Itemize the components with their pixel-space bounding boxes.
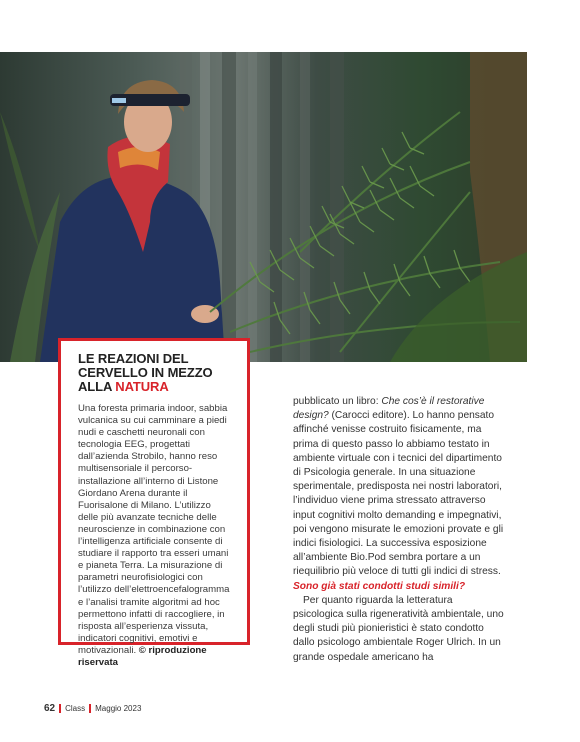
hero-photo <box>0 52 527 362</box>
page-number: 62 <box>44 703 56 714</box>
caption-title-text: LE REAZIONI DEL CERVELLO IN MEZZO ALLA <box>78 351 213 394</box>
paragraph-1-rest: (Carocci editore). Lo hanno pensato affinché venisse costruito fisicamente, ma prima di questo passo lo abbiamo testato in ambiente virtuale con i tecnici del dipartimento di Psicologia generale. In una situazione sperimentale, predisposta nei nostri laboratori, l’individuo viene prima stressato attraverso input cognitivi molto demanding e impegnativi, poi vengono misurate le emozioni provate e gli indici fisiologici. La successiva esposizione all’ambiente Bio.Pod sembra portare a un riequilibrio più veloce di tutti gli indici di stress. <box>293 410 504 578</box>
footer-divider <box>59 704 61 713</box>
photo-illustration <box>0 52 527 362</box>
article-column <box>293 395 505 665</box>
copyright-note: © riproduzione riservata <box>78 644 207 668</box>
sidebar-caption-box <box>58 338 250 668</box>
paragraph-1-intro: pubblicato un libro: <box>293 396 382 407</box>
book-title: Che cos’è il restorative design? <box>293 396 485 422</box>
caption-body <box>78 403 233 669</box>
footer-divider <box>89 704 91 713</box>
interview-question: Sono già stati condotti studi simili? <box>293 580 466 592</box>
caption-body-text: Una foresta primaria indoor, sabbia vulcanica su cui camminare a piedi nudi e caschetti neuronali con tecnologia EEG, progettati dall’azienda Strobilo, hanno reso multisensoriale il percorso-installazione all’interno di Listone Giordano Arena durante il Fuorisalone di Milano. L’utilizzo delle più avanzate tecniche delle neuroscienze in combinazione con l’intelligenza artificiale consente di studiare il rapporto tra esseri umani e pianeta Terra. La misurazione di parametri neurofisiologici con l’utilizzo dell’elettroencefalogramma e l’analisi tramite algoritmi ad hoc permettono infatti di raccogliere, in risposta all’esperienza vissuta, indicatori cognitivi, emotivi e motivazionali. <box>78 403 230 656</box>
issue-date: Maggio 2023 <box>95 704 142 713</box>
article-paragraph-1 <box>293 395 505 580</box>
article-paragraph-2: Per quanto riguarda la letteratura psicologica sulla rigeneratività ambientale, uno degli studi più pionieristici è stato condotto dallo psicologo ambientale Roger Ulrich. In un grande ospedale americano ha <box>293 594 504 663</box>
caption-title <box>78 352 233 394</box>
magazine-name: Class <box>65 704 86 713</box>
caption-title-accent: NATURA <box>115 379 169 394</box>
page-footer <box>44 703 141 714</box>
